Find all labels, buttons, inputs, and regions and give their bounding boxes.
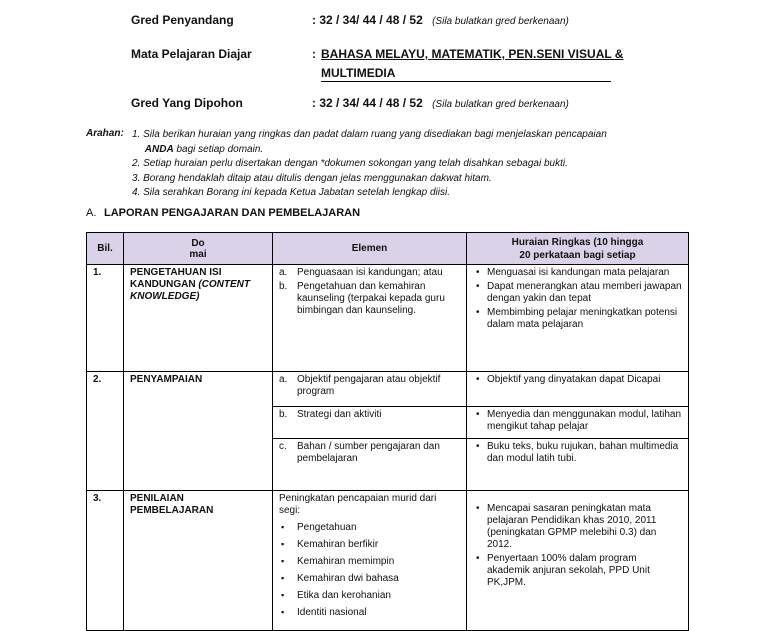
arahan-item-1: 1. Sila berikan huraian yang ringkas dan padat dalam ruang yang disediakan bagi menjelaskan pencapaian ANDA bagi setiap domain.: [132, 129, 607, 155]
row2-bil: 2.: [87, 372, 124, 491]
gred-penyandang-grades: : 32 / 34/ 44 / 48 / 52: [312, 13, 423, 27]
arahan-item-1-text2: bagi setiap domain.: [176, 143, 264, 155]
laporan-table: [86, 232, 689, 631]
row3-domain: PENILAIAN PEMBELAJARAN: [124, 491, 273, 631]
row2-elemen-c: c. Bahan / sumber pengajaran dan pembelajaran: [273, 439, 467, 491]
row2-elemen-b: b. Strategi dan aktiviti: [273, 407, 467, 439]
section-title: LAPORAN PENGAJARAN DAN PEMBELAJARAN: [104, 207, 361, 219]
table-row: [87, 372, 689, 407]
list-item: • Mencapai sasaran peningkatan mata pelajaran Pendidikan khas 2010, 2011 (peningkatan GPMP melebihi 0.3) dan 2012.: [487, 503, 682, 551]
gred-dipohon-grades: : 32 / 34/ 44 / 48 / 52: [312, 96, 423, 110]
row1-huraian: [467, 265, 689, 372]
gred-penyandang-label: Gred Penyandang: [131, 13, 234, 27]
row3-intro: Peningkatan pencapaian murid dari segi:: [279, 493, 437, 516]
arahan-item-4: 4. Sila serahkan Borang ini kepada Ketua Jabatan setelah lengkap diisi.: [132, 187, 450, 198]
arahan-item-1-bold: ANDA: [144, 143, 174, 155]
row3-huraian: [467, 491, 689, 631]
header-domain: Do mai: [124, 233, 273, 265]
arahan-item-3: 3. Borang hendaklah ditaip atau ditulis dengan jelas menggunakan dakwat hitam.: [132, 172, 492, 184]
header-bil: Bil.: [87, 233, 124, 265]
list-item: ▪ Kemahiran berfikir: [297, 538, 460, 551]
gred-penyandang-note: (Sila bulatkan gred berkenaan): [432, 16, 569, 27]
list-item: • Buku teks, buku rujukan, bahan multimedia dan modul latih tubi.: [487, 441, 682, 465]
arahan-item-1-text: Sila berikan huraian yang ringkas dan padat dalam ruang yang disediakan bagi menjelaskan pencapaian: [143, 129, 607, 140]
row1-bil: 1.: [87, 265, 124, 372]
list-item: • Menguasai isi kandungan mata pelajaran: [487, 267, 682, 279]
mata-pelajaran-line1: BAHASA MELAYU, MATEMATIK, PEN.SENI VISUAL &: [321, 47, 624, 61]
row3-elemen: [273, 491, 467, 631]
list-item: • Objektif yang dinyatakan dapat Dicapai: [487, 374, 682, 386]
row2-huraian-b: [467, 407, 689, 439]
arahan-list: [132, 128, 702, 201]
row3-bil: 3.: [87, 491, 124, 631]
list-item: a. Penguasaan isi kandungan; atau: [279, 267, 443, 278]
list-item: • Membimbing pelajar meningkatkan potensi dalam mata pelajaran: [487, 307, 682, 331]
list-item: b. Pengetahuan dan kemahiran kaunseling (terpakai kepada guru bimbingan dan kaunseling.: [279, 281, 445, 316]
table-row: [87, 265, 689, 372]
row2-huraian-a: [467, 372, 689, 407]
gred-dipohon-value: [312, 96, 569, 110]
header-elemen: Elemen: [273, 233, 467, 265]
mata-pelajaran-label: Mata Pelajaran Diajar: [131, 47, 252, 61]
gred-dipohon-label: Gred Yang Dipohon: [131, 96, 243, 110]
mata-pelajaran-colon: :: [312, 47, 316, 61]
mata-pelajaran-line2: MULTIMEDIA: [321, 66, 611, 82]
row2-huraian-c: [467, 439, 689, 491]
row2-domain: PENYAMPAIAN: [124, 372, 273, 491]
arahan-item-2: 2. Setiap huraian perlu disertakan dengan *dokumen sokongan yang telah disahkan sebagai bukti.: [132, 158, 568, 169]
gred-penyandang-value: [312, 13, 569, 27]
list-item: • Penyertaan 100% dalam program akademik anjuran sekolah, PPD Unit PK,JPM.: [487, 553, 682, 589]
arahan-label: Arahan:: [86, 128, 124, 139]
gred-dipohon-note: (Sila bulatkan gred berkenaan): [432, 99, 569, 110]
list-item: ▪ Pengetahuan: [297, 521, 460, 534]
row1-domain: PENGETAHUAN ISI KANDUNGAN (CONTENT KNOWLEDGE): [124, 265, 273, 372]
table-row: [87, 491, 689, 631]
list-item: • Dapat menerangkan atau memberi jawapan dengan yakin dan tepat: [487, 281, 682, 305]
list-item: ▪ Kemahiran dwi bahasa: [297, 572, 460, 585]
list-item: ▪ Kemahiran memimpin: [297, 555, 460, 568]
list-item: • Menyedia dan menggunakan modul, latihan mengikut tahap pelajar: [487, 409, 682, 433]
section-letter: A.: [86, 207, 97, 219]
list-item: ▪ Etika dan kerohanian: [297, 589, 460, 602]
row2-elemen-a: a. Objektif pengajaran atau objektif program: [273, 372, 467, 407]
table-header-row: [87, 233, 689, 265]
row1-elemen: [273, 265, 467, 372]
header-huraian: Huraian Ringkas (10 hingga 20 perkataan bagi setiap: [467, 233, 689, 265]
list-item: ▪ Identiti nasional: [297, 606, 460, 619]
